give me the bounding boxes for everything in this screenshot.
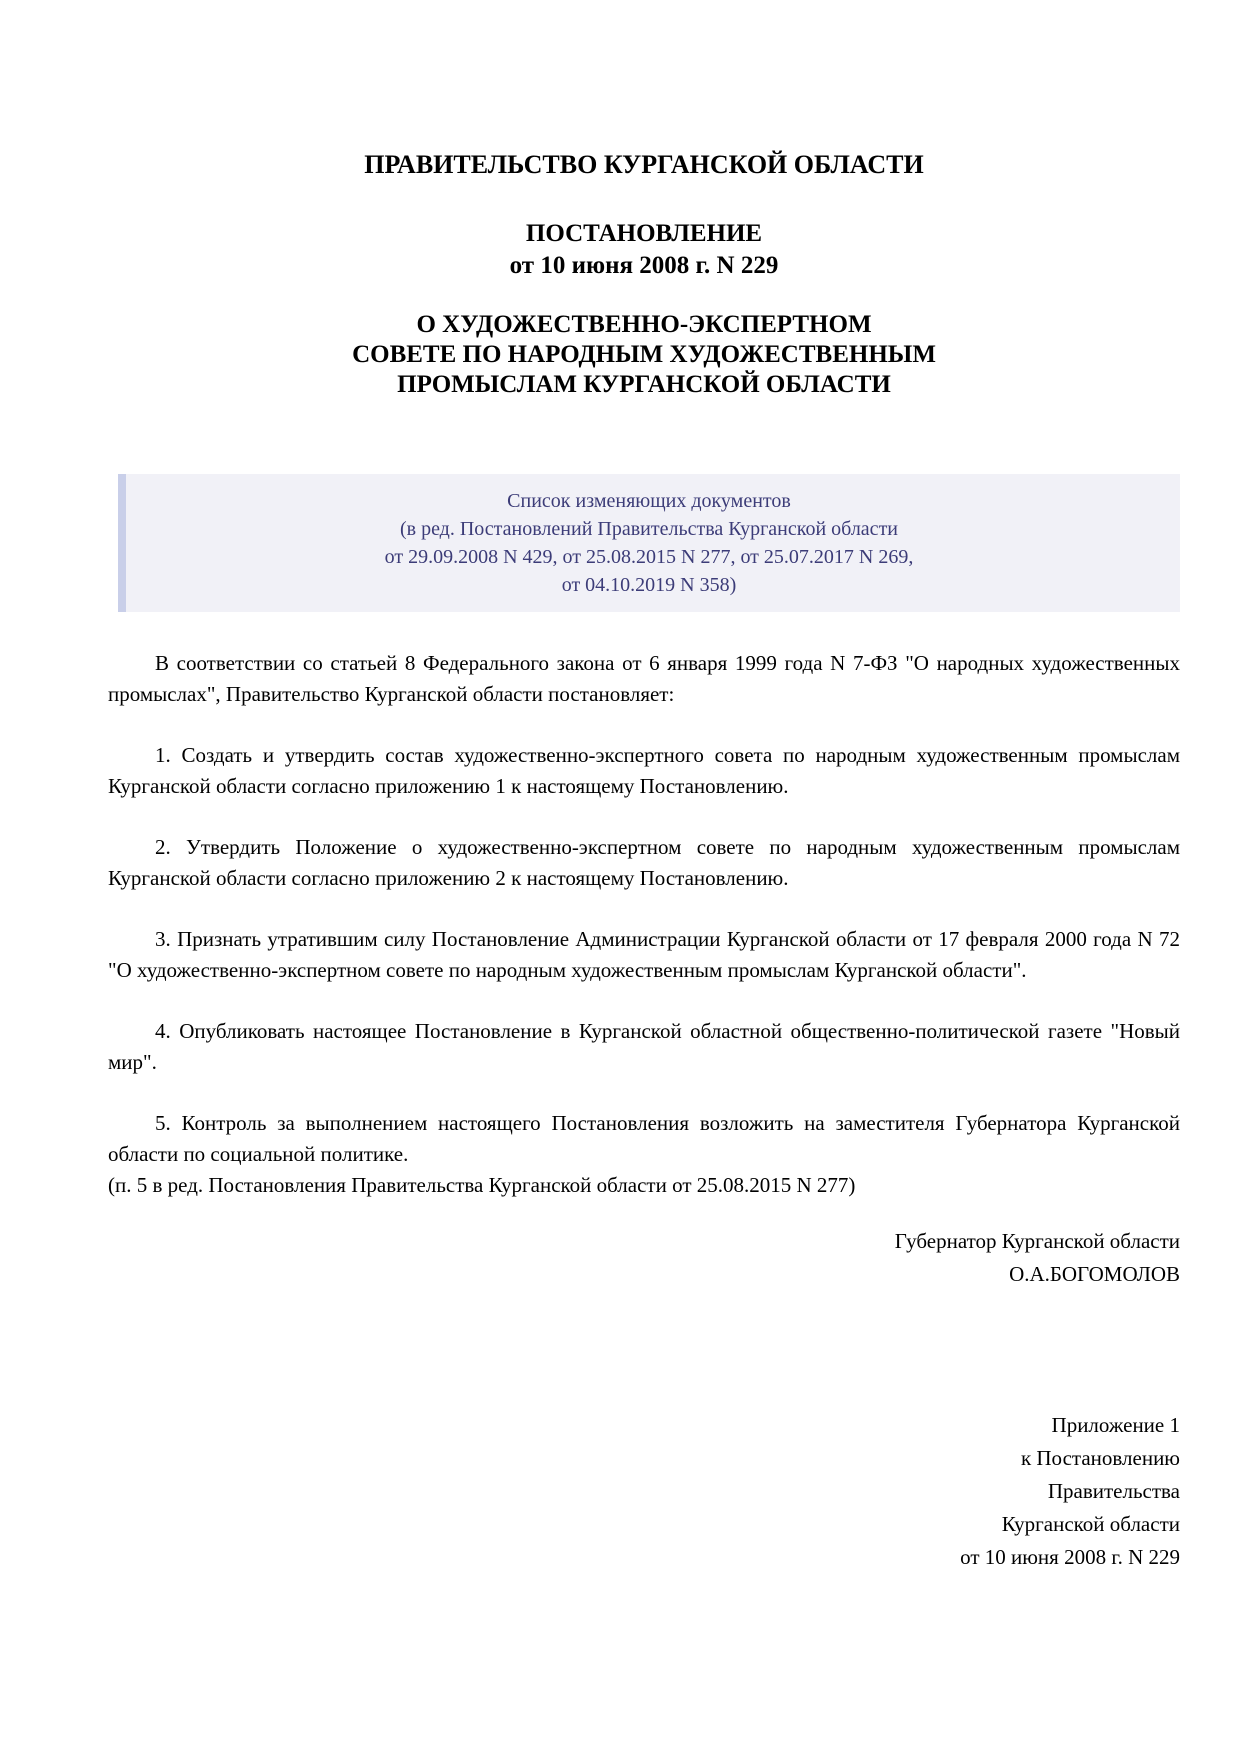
appendix-line-3: Правительства	[1047, 1479, 1180, 1503]
doc-subject	[108, 310, 1180, 400]
intro-paragraph: В соответствии со статьей 8 Федерального закона от 6 января 1999 года N 7-ФЗ "О народных художественных промыслах", Правительство Курганской области постановляет:	[108, 651, 1180, 706]
appendix-reference-block	[108, 1409, 1180, 1574]
signature-name: О.А.БОГОМОЛОВ	[1009, 1262, 1180, 1286]
paragraph-1: 1. Создать и утвердить состав художественно-экспертного совета по народным художественным промыслам Курганской области согласно приложению 1 к настоящему Постановлению.	[108, 743, 1180, 798]
appendix-line-1: Приложение 1	[1051, 1413, 1180, 1437]
amendments-line-1: (в ред. Постановлений Правительства Курганской области	[399, 518, 899, 540]
signature-position: Губернатор Курганской области	[894, 1229, 1180, 1253]
amendments-line-3: от 04.10.2019 N 358)	[561, 574, 737, 596]
paragraph-4: 4. Опубликовать настоящее Постановление в Курганской областной общественно-политической газете "Новый мир".	[108, 1019, 1180, 1074]
doc-date-line: от 10 июня 2008 г. N 229	[509, 252, 779, 279]
appendix-line-4: Курганской области	[1001, 1512, 1180, 1536]
paragraph-2: 2. Утвердить Положение о художественно-экспертном совете по народным художественным промыслам Курганской области согласно приложению 2 к настоящему Постановлению.	[108, 835, 1180, 890]
subject-line-2: СОВЕТЕ ПО НАРОДНЫМ ХУДОЖЕСТВЕННЫМ	[352, 341, 936, 368]
amendment-note: (п. 5 в ред. Постановления Правительства Курганской области от 25.08.2015 N 277)	[108, 1173, 856, 1197]
doc-type-title: ПОСТАНОВЛЕНИЕ	[525, 220, 763, 247]
paragraph-3: 3. Признать утратившим силу Постановление Администрации Курганской области от 17 февраля 2000 года N 72 "О художественно-экспертном совете по народным художественным промыслам Курганской области".	[108, 927, 1180, 982]
amendments-box	[118, 474, 1180, 612]
amendments-line-2: от 29.09.2008 N 429, от 25.08.2015 N 277, от 25.07.2017 N 269,	[384, 546, 914, 568]
subject-line-1: О ХУДОЖЕСТВЕННО-ЭКСПЕРТНОМ	[416, 311, 872, 338]
signature-block	[108, 1225, 1180, 1291]
paragraph-5: 5. Контроль за выполнением настоящего Постановления возложить на заместителя Губернатора Курганской области по социальной политике.	[108, 1111, 1180, 1166]
org-name-title: ПРАВИТЕЛЬСТВО КУРГАНСКОЙ ОБЛАСТИ	[364, 150, 924, 179]
subject-line-3: ПРОМЫСЛАМ КУРГАНСКОЙ ОБЛАСТИ	[397, 371, 891, 398]
appendix-line-5: от 10 июня 2008 г. N 229	[960, 1545, 1180, 1569]
appendix-line-2: к Постановлению	[1020, 1446, 1180, 1470]
amendments-box-title: Список изменяющих документов	[507, 490, 791, 512]
document-body	[108, 648, 1180, 1201]
